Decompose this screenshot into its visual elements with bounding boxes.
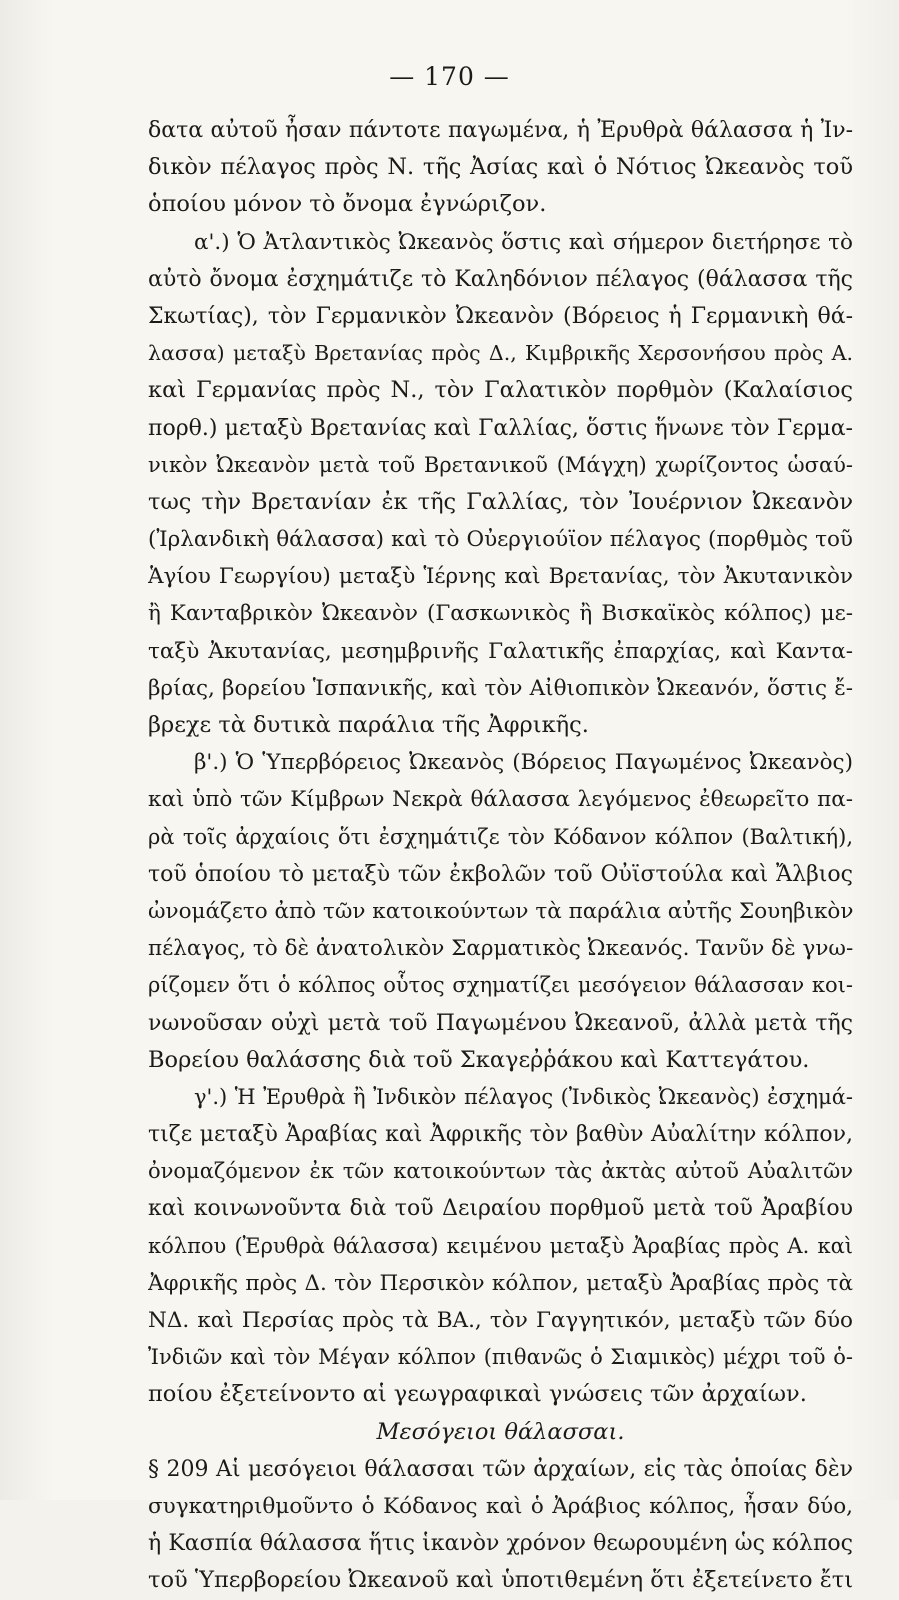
text-line: συγκατηριθμοῦντο ὁ Κόδανος καὶ ὁ Ἀράβιος κόλπος, ἦσαν δύο,: [148, 1493, 853, 1519]
text-line: ρίζομεν ὅτι ὁ κόλπος οὗτος σχηματίζει μεσόγειον θάλασσαν κοι-: [148, 973, 853, 998]
text-line: τως τὴν Βρετανίαν ἐκ τῆς Γαλλίας, τὸν Ἰουέρνιον Ὠκεανὸν: [148, 488, 853, 515]
text-line: λασσα) μεταξὺ Βρετανίας πρὸς Δ., Κιμβρικῆς Χερσονήσου πρὸς Α.: [148, 341, 853, 366]
text-line: § 209 Αἱ μεσόγειοι θάλασσαι τῶν ἀρχαίων, εἰς τὰς ὁποίας δὲν: [148, 1456, 853, 1482]
text-line: πέλαγος, τὸ δὲ ἀνατολικὸν Σαρματικὸς Ὠκεανός. Τανῦν δὲ γνω-: [148, 936, 853, 962]
text-line: δατα αὐτοῦ ἦσαν πάντοτε παγωμένα, ἡ Ἐρυθρὰ θάλασσα ἡ Ἰν-: [148, 118, 853, 143]
page-number-header: — 170 —: [389, 62, 510, 91]
text-line: (Ἰρλανδικὴ θάλασσα) καὶ τὸ Οὐεργιούϊον πέλαγος (πορθμὸς τοῦ: [148, 527, 853, 553]
text-line: ὁποίου μόνον τὸ ὄνομα ἐγνώριζον.: [148, 191, 547, 218]
text-line: αὐτὸ ὄνομα ἐσχημάτιζε τὸ Καληδόνιον πέλαγος (θάλασσα τῆς: [148, 266, 853, 292]
text-line: ἢ Κανταβρικὸν Ὠκεανὸν (Γασκωνικὸς ἢ Βισκαϊκὸς κόλπος) με-: [148, 601, 853, 627]
text-line: βρεχε τὰ δυτικὰ παράλια τῆς Ἀφρικῆς.: [148, 712, 589, 738]
text-line: ἡ Κασπία θάλασσα ἥτις ἱκανὸν χρόνον θεωρουμένη ὡς κόλπος: [148, 1531, 853, 1557]
text-line: πορθ.) μεταξὺ Βρετανίας καὶ Γαλλίας, ὅστις ἥνωνε τὸν Γερμα-: [148, 415, 853, 441]
text-line: δικὸν πέλαγος πρὸς Ν. τῆς Ἀσίας καὶ ὁ Νότιος Ὠκεανὸς τοῦ: [148, 154, 853, 181]
text-line: Βορείου θαλάσσης διὰ τοῦ Σκαγεῤῥάκου καὶ Καττεγάτου.: [148, 1046, 810, 1073]
text-line: νικὸν Ὠκεανὸν μετὰ τοῦ Βρετανικοῦ (Μάγχη) χωρίζοντος ὡσαύ-: [148, 452, 853, 477]
text-line: β'.) Ὁ Ὑπερβόρειος Ὠκεανὸς (Βόρειος Παγωμένος Ὠκεανὸς): [194, 750, 853, 776]
text-line: ρὰ τοῖς ἀρχαίοις ὅτι ἐσχημάτιζε τὸν Κόδανον κόλπον (Βαλτική),: [148, 824, 853, 849]
text-line: καὶ Γερμανίας πρὸς Ν., τὸν Γαλατικὸν πορθμὸν (Καλαίσιος: [148, 377, 853, 404]
text-line: ΝΔ. καὶ Περσίας πρὸς τὰ ΒΑ., τὸν Γαγγητικόν, μεταξὺ τῶν δύο: [148, 1308, 853, 1333]
text-line: κόλπου (Ἐρυθρὰ θάλασσα) κειμένου μεταξὺ Ἀραβίας πρὸς Α. καὶ: [148, 1233, 853, 1258]
text-line: νωνοῦσαν οὐχὶ μετὰ τοῦ Παγωμένου Ὠκεανοῦ, ἀλλὰ μετὰ τῆς: [148, 1010, 853, 1036]
text-line: καὶ ὑπὸ τῶν Κίμβρων Νεκρὰ θάλασσα λεγόμενος ἐθεωρεῖτο πα-: [148, 787, 853, 813]
page-body: [148, 112, 853, 1600]
text-line: ὀνομαζόμενον ἐκ τῶν κατοικούντων τὰς ἀκτὰς αὐτοῦ Αὐαλιτῶν: [148, 1159, 853, 1184]
text-line: Ἀφρικῆς πρὸς Δ. τὸν Περσικὸν κόλπον, μεταξὺ Ἀραβίας πρὸς τὰ: [148, 1270, 853, 1296]
text-line: α'.) Ὁ Ἀτλαντικὸς Ὠκεανὸς ὅστις καὶ σήμερον διετήρησε τὸ: [194, 229, 853, 255]
text-line: τοῦ Ὑπερβορείου Ὠκεανοῦ καὶ ὑποτιθεμένη ὅτι ἐξετείνετο ἔτι: [148, 1567, 853, 1594]
text-line: ταξὺ Ἀκυτανίας, μεσημβρινῆς Γαλατικῆς ἐπαρχίας, καὶ Καντα-: [148, 638, 853, 664]
text-line: γ'.) Ἡ Ἐρυθρὰ ἢ Ἰνδικὸν πέλαγος (Ἰνδικὸς Ὠκεανὸς) ἐσχημά-: [194, 1084, 853, 1109]
text-line: ποίου ἐξετείνοντο αἱ γεωγραφικαὶ γνώσεις τῶν ἀρχαίων.: [148, 1381, 807, 1408]
text-line: καὶ κοινωνοῦντα διὰ τοῦ Δειραίου πορθμοῦ μετὰ τοῦ Ἀραβίου: [148, 1196, 853, 1222]
text-line: βρίας, βορείου Ἱσπανικῆς, καὶ τὸν Αἰθιοπικὸν Ὠκεανόν, ὅστις ἔ-: [148, 675, 853, 701]
text-line: Σκωτίας), τὸν Γερμανικὸν Ὠκεανὸν (Βόρειος ἡ Γερμανικὴ θά-: [148, 303, 853, 329]
text-line: τοῦ ὁποίου τὸ μεταξὺ τῶν ἐκβολῶν τοῦ Οὐϊστούλα καὶ Ἄλβιος: [148, 861, 853, 887]
text-line: ὠνομάζετο ἀπὸ τῶν κατοικούντων τὰ παράλια αὐτῆς Σουηβικὸν: [148, 898, 853, 924]
text-line: Ἰνδιῶν καὶ τὸν Μέγαν κόλπον (πιθανῶς ὁ Σιαμικὸς) μέχρι τοῦ ὁ-: [148, 1345, 853, 1370]
text-line: Ἁγίου Γεωργίου) μεταξὺ Ἱέρνης καὶ Βρετανίας, τὸν Ἀκυτανικὸν: [148, 564, 853, 590]
text-line: τιζε μεταξὺ Ἀραβίας καὶ Ἀφρικῆς τὸν βαθὺν Αὐαλίτην κόλπον,: [148, 1122, 853, 1148]
section-heading: Μεσόγειοι θάλασσαι.: [376, 1418, 625, 1445]
